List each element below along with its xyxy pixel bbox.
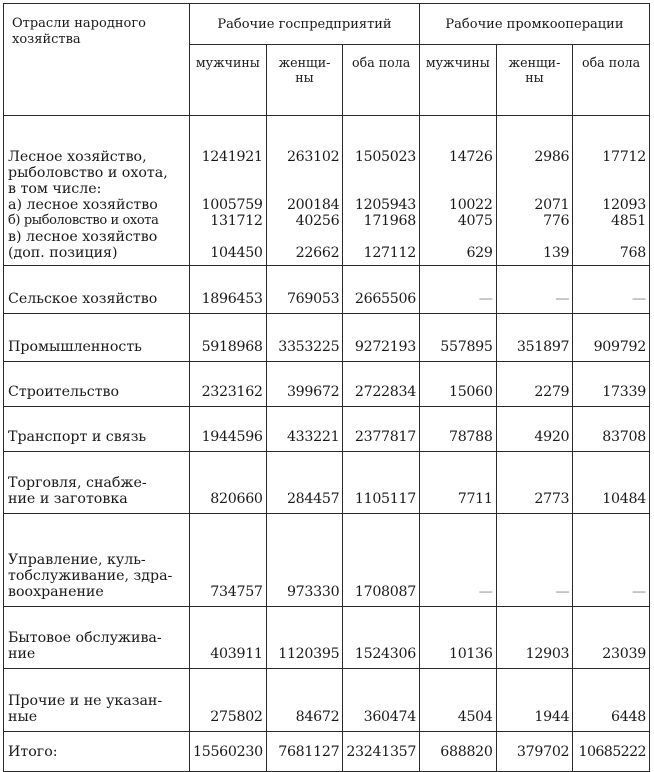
cell-coop-men: — (419, 266, 496, 314)
header-branch: Отрасли народного хозяйства (4, 4, 190, 116)
cell-state-both: 2722834 (343, 362, 420, 407)
header-group-coop: Рабочие промкооперации (419, 4, 649, 45)
row-label: Лесное хозяйство, рыболовство и охота, в том числе: а) лесное хозяйство б) рыболовство и охота в) лесное хозяйство (доп. позиция) (4, 116, 190, 266)
cell-coop-women: — (496, 266, 573, 314)
cell-state-both: 2665506 (343, 266, 420, 314)
cell-state-men: 820660 (190, 452, 267, 514)
cell-coop-men: 7711 (419, 452, 496, 514)
cell-state-women: 284457 (266, 452, 343, 514)
header-state-men: мужчины (190, 45, 267, 116)
cell-state-men: 403911 (190, 607, 267, 669)
row-label: Итого: (4, 732, 190, 772)
header-state-women: женщи-ны (266, 45, 343, 116)
row-label: Прочие и не указан- ные (4, 669, 190, 732)
cell-coop-both: 23039 (573, 607, 650, 669)
cell-coop-both: — (573, 266, 650, 314)
cell-state-women: 84672 (266, 669, 343, 732)
cell-state-men: 1896453 (190, 266, 267, 314)
cell-state-men: 734757 (190, 514, 267, 607)
cell-coop-women: 2773 (496, 452, 573, 514)
header-coop-men: мужчины (419, 45, 496, 116)
cell-state-both: 9272193 (343, 314, 420, 362)
cell-coop-both: 83708 (573, 407, 650, 452)
row-label: Сельское хозяйство (4, 266, 190, 314)
row-label: Торговля, снабже- ние и заготовка (4, 452, 190, 514)
cell-state-men: 1241921 1005759 131712 104450 (190, 116, 267, 266)
cell-state-women: 433221 (266, 407, 343, 452)
cell-coop-men: 15060 (419, 362, 496, 407)
cell-coop-men: 14726 10022 4075 629 (419, 116, 496, 266)
cell-coop-men: 557895 (419, 314, 496, 362)
cell-state-women: 7681127 (266, 732, 343, 772)
cell-coop-both: 17339 (573, 362, 650, 407)
header-coop-women: женщи-ны (496, 45, 573, 116)
cell-coop-both: 6448 (573, 669, 650, 732)
table-row (4, 314, 650, 362)
cell-coop-men: 10136 (419, 607, 496, 669)
row-label: Транспорт и связь (4, 407, 190, 452)
cell-state-men: 1944596 (190, 407, 267, 452)
cell-state-both: 1708087 (343, 514, 420, 607)
table-row (4, 669, 650, 732)
row-label: Строительство (4, 362, 190, 407)
cell-state-both: 2377817 (343, 407, 420, 452)
cell-state-women: 399672 (266, 362, 343, 407)
row-label: Промышленность (4, 314, 190, 362)
cell-coop-both: — (573, 514, 650, 607)
cell-state-women: 263102 200184 40256 22662 (266, 116, 343, 266)
cell-state-women: 1120395 (266, 607, 343, 669)
table-row (4, 116, 650, 266)
cell-state-women: 973330 (266, 514, 343, 607)
cell-coop-men: — (419, 514, 496, 607)
cell-coop-women: 1944 (496, 669, 573, 732)
row-label: Бытовое обслужива- ние (4, 607, 190, 669)
cell-state-men: 5918968 (190, 314, 267, 362)
cell-coop-women: — (496, 514, 573, 607)
cell-state-both: 1505023 1205943 171968 127112 (343, 116, 420, 266)
cell-state-women: 769053 (266, 266, 343, 314)
cell-coop-women: 2279 (496, 362, 573, 407)
table-row (4, 362, 650, 407)
cell-state-both: 23241357 (343, 732, 420, 772)
cell-coop-women: 2986 2071 776 139 (496, 116, 573, 266)
table-row-total (4, 732, 650, 772)
cell-coop-both: 909792 (573, 314, 650, 362)
cell-coop-both: 17712 12093 4851 768 (573, 116, 650, 266)
workers-by-sector-table (3, 3, 650, 772)
row-label: Управление, куль- тобслуживание, здра- воохранение (4, 514, 190, 607)
cell-coop-men: 688820 (419, 732, 496, 772)
cell-coop-women: 12903 (496, 607, 573, 669)
table-row (4, 607, 650, 669)
cell-state-men: 2323162 (190, 362, 267, 407)
cell-coop-women: 379702 (496, 732, 573, 772)
cell-coop-women: 4920 (496, 407, 573, 452)
cell-coop-men: 78788 (419, 407, 496, 452)
table-row (4, 514, 650, 607)
cell-state-both: 360474 (343, 669, 420, 732)
cell-coop-women: 351897 (496, 314, 573, 362)
cell-state-both: 1524306 (343, 607, 420, 669)
table-row (4, 266, 650, 314)
cell-state-both: 1105117 (343, 452, 420, 514)
header-state-both: оба пола (343, 45, 420, 116)
cell-coop-both: 10484 (573, 452, 650, 514)
table-row (4, 407, 650, 452)
cell-state-men: 275802 (190, 669, 267, 732)
cell-coop-both: 10685222 (573, 732, 650, 772)
table-row (4, 452, 650, 514)
cell-coop-men: 4504 (419, 669, 496, 732)
cell-state-women: 3353225 (266, 314, 343, 362)
cell-state-men: 15560230 (190, 732, 267, 772)
header-group-state: Рабочие госпредприятий (190, 4, 420, 45)
header-coop-both: оба пола (573, 45, 650, 116)
